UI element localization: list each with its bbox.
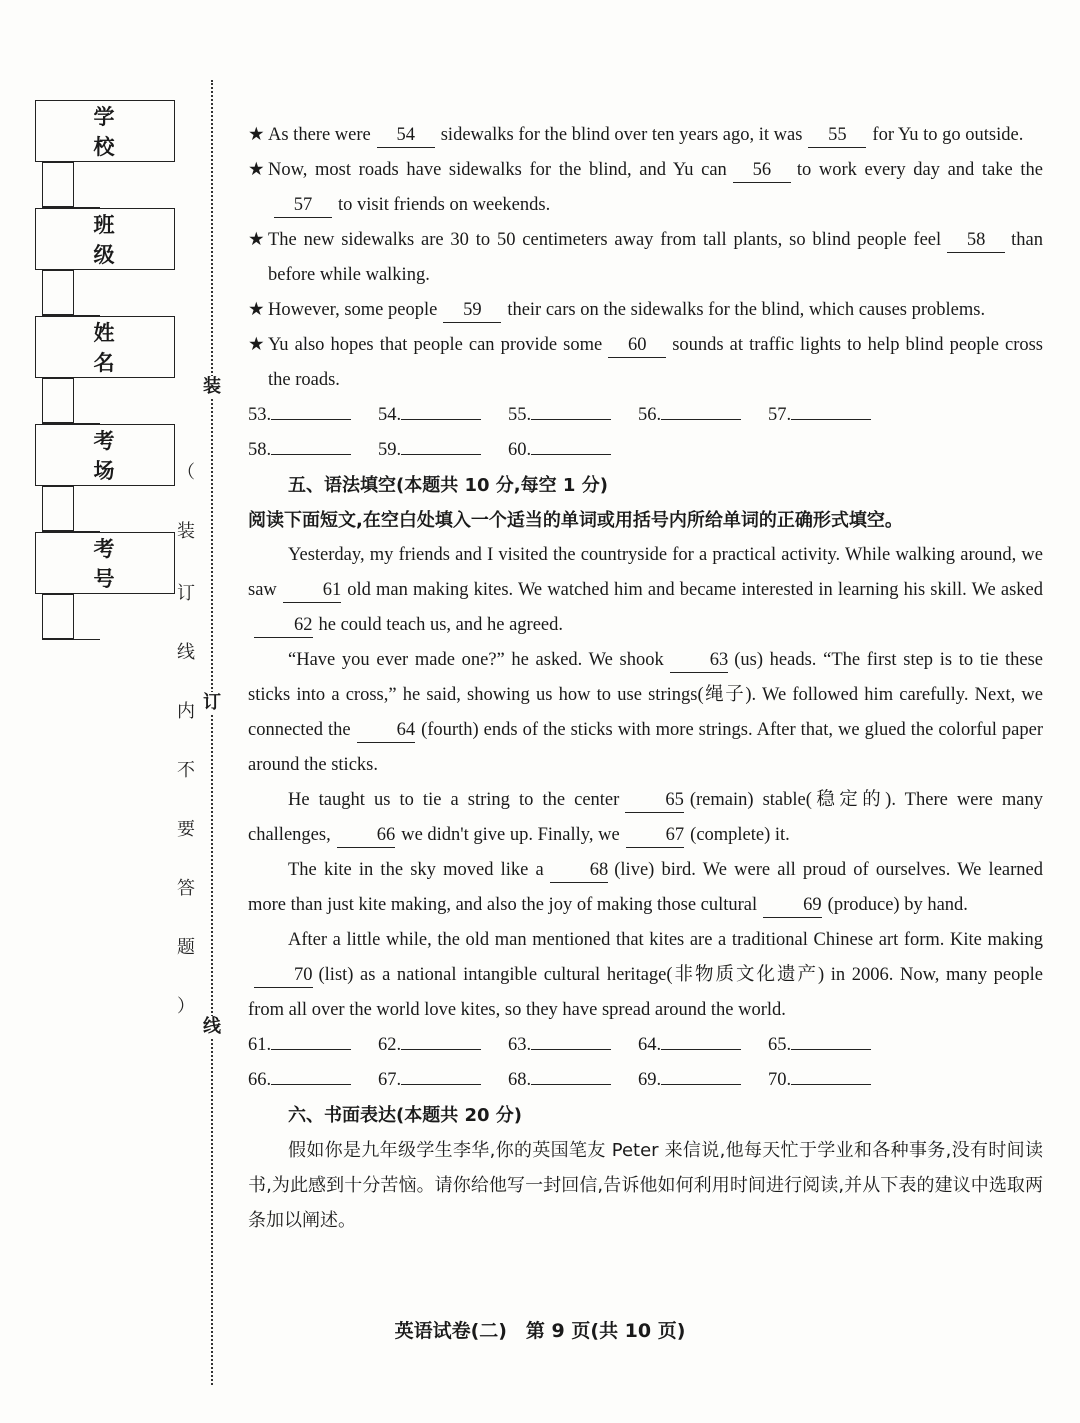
answer-line[interactable] — [401, 1064, 481, 1085]
answer-row — [248, 1028, 1043, 1063]
answer-number: 55. — [508, 405, 532, 425]
answer-number: 70. — [768, 1070, 792, 1090]
answer-line[interactable] — [791, 399, 871, 420]
section6-title: 六、书面表达(本题共 20 分) — [288, 1105, 523, 1126]
blank-69[interactable]: 69 — [763, 893, 822, 918]
binding-label-ding: 订 — [203, 692, 221, 713]
answer-number: 61. — [248, 1035, 272, 1055]
notice-char: 答 — [177, 878, 195, 899]
notice-char: 装 — [177, 521, 195, 542]
answer-line[interactable] — [661, 399, 741, 420]
passage-paragraph: After a little while, the old man mentioned that kites are a traditional Chinese art form. Kite making70 (list) as a national intangible cultural heritage(非物质文化遗产) in 2006. Now, many people from all over the world love kites, so they have spread around the world. — [248, 930, 1043, 1020]
answer-number: 69. — [638, 1070, 662, 1090]
notice-char: ） — [177, 996, 195, 1017]
answer-number: 60. — [508, 440, 532, 460]
answer-line[interactable] — [271, 434, 351, 455]
answer-line[interactable] — [661, 1064, 741, 1085]
binding-dotted-line — [211, 80, 213, 1385]
page-footer: 英语试卷(二) 第 9 页(共 10 页) — [394, 1320, 686, 1342]
room-label: 考 场 — [36, 425, 175, 486]
blank-70[interactable]: 70 — [254, 963, 313, 988]
binding-notice — [175, 462, 197, 1055]
binding-label-zhuang: 装 — [203, 376, 221, 397]
name-label: 姓 名 — [36, 317, 175, 378]
id-field[interactable] — [42, 595, 73, 639]
blank-63[interactable]: 63 — [670, 648, 729, 673]
passage-paragraph: Yesterday, my friends and I visited the countryside for a practical activity. While walking around, we saw 61 old man making kites. We watched him and became interested in learning his skill. We asked62 he could teach us, and he agreed. — [248, 538, 1043, 643]
star-icon: ★ — [248, 125, 265, 145]
section5-title: 五、语法填空(本题共 10 分,每空 1 分) — [288, 475, 608, 496]
answer-number: 59. — [378, 440, 402, 460]
answer-number: 65. — [768, 1035, 792, 1055]
answer-line[interactable] — [401, 399, 481, 420]
answer-number: 68. — [508, 1070, 532, 1090]
blank-65[interactable]: 65 — [625, 788, 684, 813]
school-field[interactable] — [42, 163, 73, 207]
blank-58[interactable]: 58 — [947, 228, 1005, 253]
blank-54[interactable]: 54 — [377, 123, 435, 148]
star-item: ★ However, some people 59 their cars on the sidewalks for the blind, which causes problems. — [248, 293, 1043, 328]
answer-line[interactable] — [661, 1029, 741, 1050]
answer-number: 63. — [508, 1035, 532, 1055]
star-icon: ★ — [248, 335, 265, 355]
star-icon: ★ — [248, 160, 265, 180]
answer-row — [248, 398, 1043, 433]
answer-line[interactable] — [531, 1029, 611, 1050]
passage-paragraph: The kite in the sky moved like a 68 (live) bird. We were all proud of ourselves. We learned more than just kite making, and also the joy of making those cultural 69 (produce) by hand. — [248, 853, 1043, 923]
notice-char: 内 — [177, 701, 195, 722]
exam-content — [248, 118, 1043, 1238]
id-label: 考 号 — [36, 533, 175, 594]
blank-66[interactable]: 66 — [337, 823, 396, 848]
blank-56[interactable]: 56 — [733, 158, 791, 183]
answer-number: 53. — [248, 405, 272, 425]
blank-55[interactable]: 55 — [808, 123, 866, 148]
school-label: 学 校 — [36, 101, 175, 162]
blank-57[interactable]: 57 — [274, 193, 332, 218]
answer-number: 67. — [378, 1070, 402, 1090]
star-item: ★ Yu also hopes that people can provide some 60 sounds at traffic lights to help blind people cross the roads. — [248, 328, 1043, 398]
blank-59[interactable]: 59 — [443, 298, 501, 323]
answer-line[interactable] — [401, 434, 481, 455]
section5-instruction: 阅读下面短文,在空白处填入一个适当的单词或用括号内所给单词的正确形式填空。 — [248, 510, 903, 531]
passage-paragraph: “Have you ever made one?” he asked. We shook 63 (us) heads. “The first step is to tie these sticks into a cross,” he said, showing us how to use strings(绳子). We followed him carefully. Next, we connected the 64 (fourth) ends of the sticks with more strings. After that, we glued the colorful paper around the sticks. — [248, 650, 1043, 775]
class-label: 班 级 — [36, 209, 175, 270]
answer-number: 62. — [378, 1035, 402, 1055]
blank-67[interactable]: 67 — [626, 823, 685, 848]
star-item: ★ As there were 54 sidewalks for the blind over ten years ago, it was 55 for Yu to go outside. — [248, 118, 1043, 153]
answer-line[interactable] — [271, 1029, 351, 1050]
notice-char: （ — [177, 462, 195, 483]
answer-line[interactable] — [271, 399, 351, 420]
class-field[interactable] — [42, 271, 73, 315]
answer-line[interactable] — [791, 1064, 871, 1085]
answer-number: 54. — [378, 405, 402, 425]
answer-line[interactable] — [791, 1029, 871, 1050]
blank-68[interactable]: 68 — [550, 858, 609, 883]
answer-line[interactable] — [531, 1064, 611, 1085]
blank-62[interactable]: 62 — [254, 613, 313, 638]
star-item: ★ Now, most roads have sidewalks for the blind, and Yu can 56 to work every day and take the57 to visit friends on weekends. — [248, 153, 1043, 223]
answer-line[interactable] — [531, 399, 611, 420]
notice-char: 题 — [177, 937, 195, 958]
notice-char: 订 — [177, 583, 195, 604]
answer-row — [248, 1063, 1043, 1098]
notice-char: 不 — [177, 760, 195, 781]
answer-line[interactable] — [271, 1064, 351, 1085]
notice-char: 要 — [177, 819, 195, 840]
star-item: ★ The new sidewalks are 30 to 50 centimeters away from tall plants, so blind people feel 58 than before while walking. — [248, 223, 1043, 293]
passage-paragraph: He taught us to tie a string to the center 65 (remain) stable(稳定的). There were many challenges, 66 we didn't give up. Finally, we 67 (complete) it. — [248, 783, 1043, 853]
star-icon: ★ — [248, 300, 265, 320]
star-icon: ★ — [248, 230, 265, 250]
answer-line[interactable] — [531, 434, 611, 455]
notice-char: 线 — [177, 642, 195, 663]
answer-number: 66. — [248, 1070, 272, 1090]
binding-label-xian: 线 — [203, 1016, 221, 1037]
name-field[interactable] — [42, 379, 73, 423]
blank-60[interactable]: 60 — [608, 333, 666, 358]
section6-prompt: 假如你是九年级学生李华,你的英国笔友 Peter 来信说,他每天忙于学业和各种事务,没有时间读书,为此感到十分苦恼。请你给他写一封回信,告诉他如何利用时间进行阅读,并从下表的建议中选取两条加以阐述。 — [248, 1140, 1043, 1231]
answer-row — [248, 433, 1043, 468]
answer-number: 56. — [638, 405, 662, 425]
answer-number: 57. — [768, 405, 792, 425]
room-field[interactable] — [42, 487, 73, 531]
answer-number: 58. — [248, 440, 272, 460]
answer-line[interactable] — [401, 1029, 481, 1050]
blank-61[interactable]: 61 — [283, 578, 342, 603]
answer-number: 64. — [638, 1035, 662, 1055]
student-info-table — [35, 100, 175, 640]
blank-64[interactable]: 64 — [357, 718, 416, 743]
